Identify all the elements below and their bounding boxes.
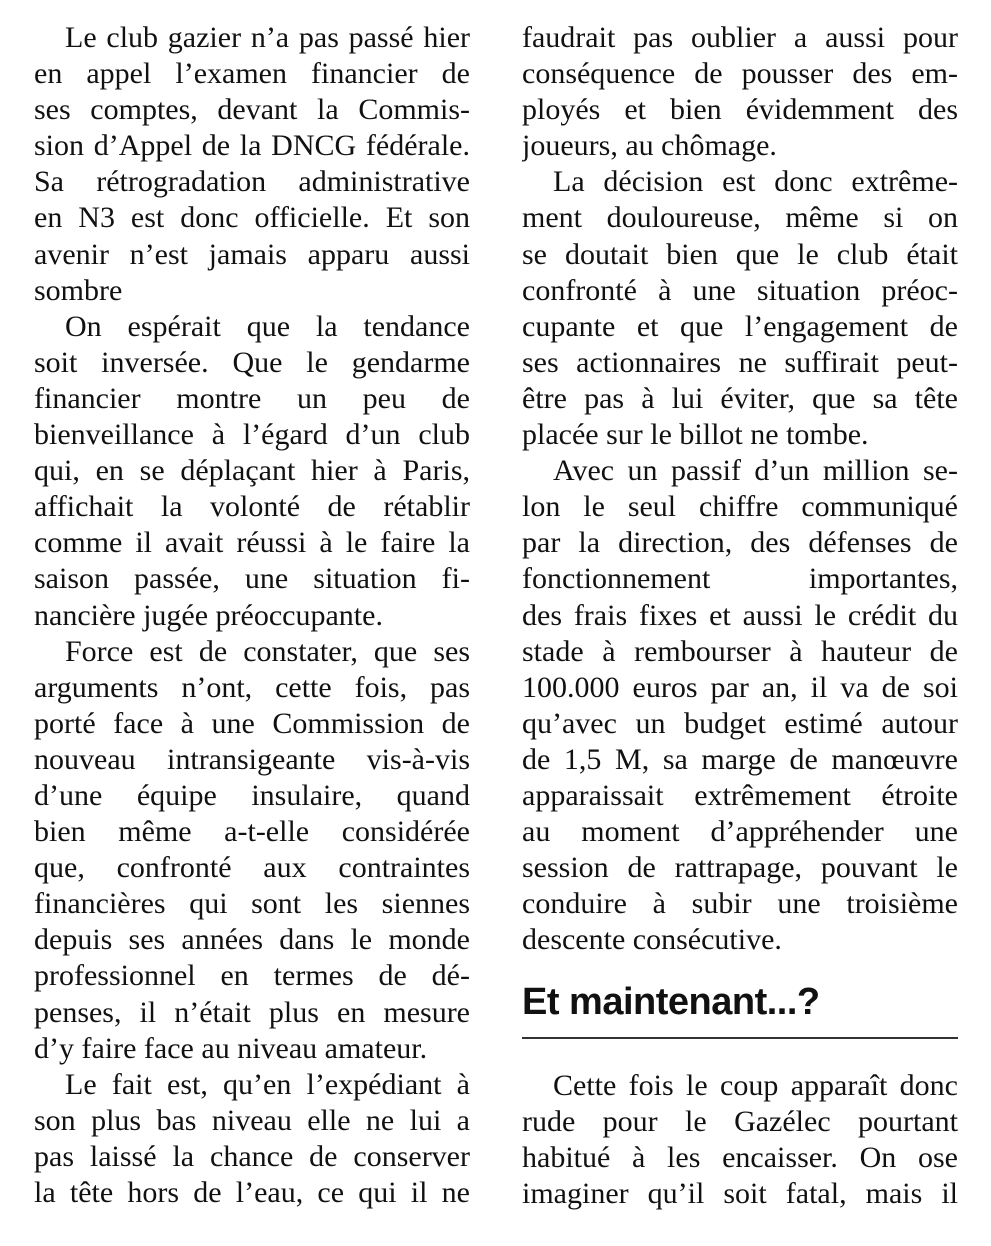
text-line: ployés et bien évidemment des: [522, 93, 958, 127]
text-line: joueurs, au chômage.: [522, 129, 777, 163]
text-line: habitué à les encaisser. On ose: [522, 1141, 958, 1175]
text-line: bienveillance à l’égard d’un club: [34, 418, 470, 452]
section-heading: Et maintenant...?: [522, 981, 820, 1023]
text-line: par la direction, des défenses de: [522, 526, 958, 560]
paragraph: [34, 634, 470, 1067]
text-line: des frais fixes et aussi le crédit du: [522, 598, 958, 632]
text-line: avenir n’est jamais apparu aussi: [34, 237, 470, 271]
text-line: confronté à une situation préoc-: [522, 273, 958, 307]
text-line: La décision est donc extrême-: [553, 165, 958, 199]
text-line: porté face à une Commission de: [34, 706, 470, 740]
paragraph: [522, 1068, 958, 1212]
paragraph: [522, 453, 958, 958]
text-line: qu’avec un budget estimé autour: [522, 706, 958, 740]
text-line: Le fait est, qu’en l’expédiant à: [65, 1067, 470, 1101]
text-line: d’une équipe insulaire, quand: [34, 778, 470, 812]
text-line: pas laissé la chance de conserver: [34, 1139, 470, 1173]
text-line: financier montre un peu de: [34, 381, 470, 415]
text-line: affichait la volonté de rétablir: [34, 490, 470, 524]
text-line: Avec un passif d’un million se-: [553, 454, 958, 488]
text-line: se doutait bien que le club était: [522, 237, 958, 271]
text-line: arguments n’ont, cette fois, pas: [34, 670, 470, 704]
text-line: sion d’Appel de la DNCG fédérale.: [34, 129, 470, 163]
text-line: 100.000 euros par an, il va de soi: [522, 670, 958, 704]
text-line: apparaissait extrêmement étroite: [522, 778, 958, 812]
text-line: conséquence de pousser des em-: [522, 57, 958, 91]
text-line: placée sur le billot ne tombe.: [522, 418, 869, 452]
article-column-left: [34, 20, 470, 1211]
text-line: sombre: [34, 273, 123, 307]
text-line: nouveau intransigeante vis-à-vis: [34, 742, 470, 776]
text-line: saison passée, une situation fi-: [34, 562, 470, 596]
text-line: professionnel en termes de dé-: [34, 959, 470, 993]
text-line: Force est de constater, que ses: [65, 634, 470, 668]
text-line: de 1,5 M, sa marge de manœuvre: [522, 742, 958, 776]
paragraph: [34, 20, 470, 309]
text-line: soit inversée. Que le gendarme: [34, 345, 470, 379]
text-line: faudrait pas oublier a aussi pour: [522, 21, 958, 54]
text-line: stade à rembourser à hauteur de: [522, 634, 958, 668]
text-line: financières qui sont les siennes: [34, 887, 470, 921]
text-line: d’y faire face au niveau amateur.: [34, 1031, 428, 1065]
text-line: au moment d’appréhender une: [522, 815, 958, 849]
paragraph: [522, 164, 958, 453]
article-column-right-bottom: [522, 1068, 958, 1212]
text-line: session de rattrapage, pouvant le: [522, 851, 958, 885]
text-line: Sa rétrogradation administrative: [34, 165, 470, 199]
text-line: comme il avait réussi à le faire la: [34, 526, 470, 560]
text-line: lon le seul chiffre communiqué: [522, 490, 958, 524]
text-line: bien même a-t-elle considérée: [34, 815, 470, 849]
paragraph: [34, 1067, 470, 1211]
paragraph: [522, 20, 958, 164]
heading-divider: [522, 1037, 958, 1039]
text-line: en appel l’examen financier de: [34, 57, 470, 91]
text-line: ses comptes, devant la Commis-: [34, 93, 470, 127]
text-line: être pas à lui éviter, que sa tête: [522, 381, 958, 415]
text-line: Cette fois le coup apparaît donc: [553, 1069, 958, 1102]
text-line: la tête hors de l’eau, ce qui il ne: [34, 1176, 470, 1209]
text-line: Le club gazier n’a pas passé hier: [65, 21, 470, 54]
text-line: que, confronté aux contraintes: [34, 851, 470, 885]
text-line: imaginer qu’il soit fatal, mais il: [522, 1177, 958, 1211]
text-line: cupante et que l’engagement de: [522, 309, 958, 343]
article-column-right: [522, 20, 958, 958]
text-line: On espérait que la tendance: [65, 309, 470, 343]
text-line: nancière jugée préoccupante.: [34, 598, 383, 632]
text-line: depuis ses années dans le monde: [34, 923, 470, 957]
text-line: son plus bas niveau elle ne lui a: [34, 1103, 470, 1137]
paragraph: [34, 309, 470, 634]
text-line: penses, il n’était plus en mesure: [34, 995, 470, 1029]
text-line: fonctionnement importantes,: [522, 562, 958, 596]
text-line: qui, en se déplaçant hier à Paris,: [34, 454, 470, 488]
text-line: conduire à subir une troisième: [522, 887, 958, 921]
text-line: descente consécutive.: [522, 923, 782, 957]
text-line: rude pour le Gazélec pourtant: [522, 1105, 958, 1139]
text-line: ses actionnaires ne suffirait peut-: [522, 345, 958, 379]
text-line: en N3 est donc officielle. Et son: [34, 201, 470, 235]
text-line: ment douloureuse, même si on: [522, 201, 958, 235]
